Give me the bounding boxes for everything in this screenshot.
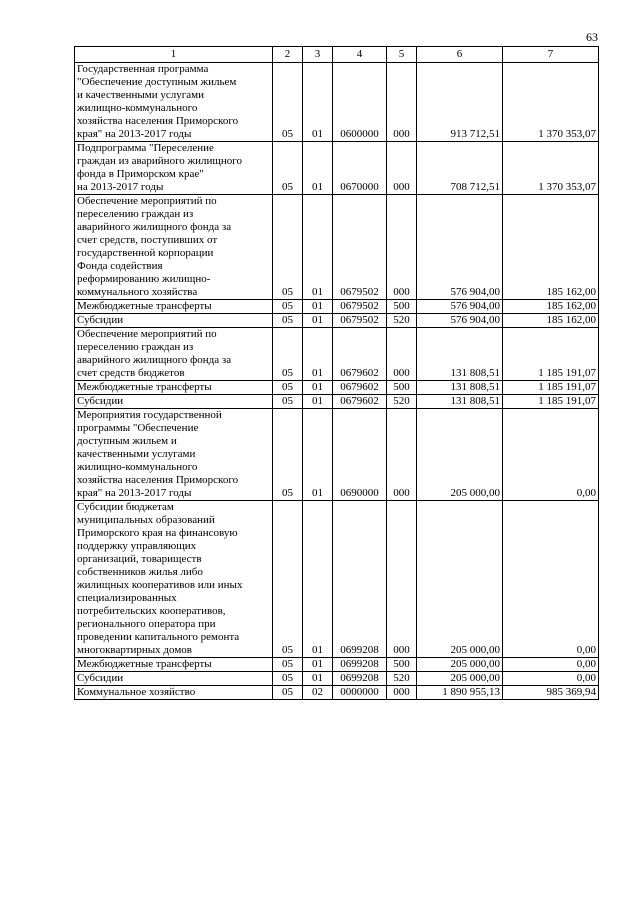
amount-col6: 205 000,00 [417,501,503,658]
section-code: 05 [273,63,303,142]
header-row [75,47,599,63]
amount-col6: 576 904,00 [417,314,503,328]
budget-table [74,46,599,700]
column-header: 3 [303,47,333,63]
table-row [75,686,599,700]
column-header: 2 [273,47,303,63]
amount-col7: 1 185 191,07 [503,395,599,409]
row-name: Обеспечение мероприятий по переселению граждан из аварийного жилищного фонда за счет средств бюджетов [75,328,273,381]
table-row [75,381,599,395]
expense-type-code: 520 [387,314,417,328]
amount-col6: 576 904,00 [417,195,503,300]
target-article-code: 0679602 [333,328,387,381]
table-row [75,395,599,409]
table-row [75,300,599,314]
page-number: 63 [586,30,598,44]
amount-col6: 205 000,00 [417,658,503,672]
subsection-code: 01 [303,300,333,314]
amount-col7: 985 369,94 [503,686,599,700]
column-header: 6 [417,47,503,63]
row-name: Субсидии [75,314,273,328]
amount-col7: 185 162,00 [503,300,599,314]
table-row [75,501,599,658]
table-row [75,658,599,672]
row-name: Подпрограмма "Переселение граждан из аварийного жилищного фонда в Приморском крае" на 2013-2017 годы [75,142,273,195]
row-name: Мероприятия государственной программы "Обеспечение доступным жильем и качественными услугами жилищно-коммунального хозяйства населения Приморского края" на 2013-2017 годы [75,409,273,501]
subsection-code: 01 [303,395,333,409]
section-code: 05 [273,381,303,395]
subsection-code: 01 [303,195,333,300]
target-article-code: 0679502 [333,195,387,300]
expense-type-code: 000 [387,63,417,142]
row-name: Субсидии [75,395,273,409]
section-code: 05 [273,395,303,409]
target-article-code: 0699208 [333,501,387,658]
row-name: Субсидии бюджетам муниципальных образований Приморского края на финансовую поддержку управляющих организаций, товариществ собственников жилья либо жилищных кооперативов или иных специализированных потребительских кооперативов, регионального оператора при проведении капитального ремонта многоквартирных домов [75,501,273,658]
section-code: 05 [273,409,303,501]
row-name: Государственная программа "Обеспечение доступным жильем и качественными услугами жилищно-коммунального хозяйства населения Приморского края" на 2013-2017 годы [75,63,273,142]
amount-col6: 1 890 955,13 [417,686,503,700]
row-name: Межбюджетные трансферты [75,300,273,314]
target-article-code: 0690000 [333,409,387,501]
amount-col7: 0,00 [503,672,599,686]
amount-col6: 913 712,51 [417,63,503,142]
row-name: Субсидии [75,672,273,686]
expense-type-code: 500 [387,658,417,672]
expense-type-code: 000 [387,686,417,700]
table-row [75,409,599,501]
table-row [75,142,599,195]
row-name: Коммунальное хозяйство [75,686,273,700]
amount-col7: 1 370 353,07 [503,142,599,195]
row-name: Межбюджетные трансферты [75,381,273,395]
subsection-code: 01 [303,142,333,195]
expense-type-code: 520 [387,395,417,409]
target-article-code: 0699208 [333,672,387,686]
table-row [75,314,599,328]
amount-col6: 131 808,51 [417,395,503,409]
column-header: 4 [333,47,387,63]
expense-type-code: 000 [387,501,417,658]
amount-col6: 576 904,00 [417,300,503,314]
row-name: Обеспечение мероприятий по переселению граждан из аварийного жилищного фонда за счет средств, поступивших от государственной корпорации Фонда содействия реформированию жилищно- коммунального хозяйства [75,195,273,300]
expense-type-code: 500 [387,381,417,395]
amount-col7: 185 162,00 [503,195,599,300]
expense-type-code: 500 [387,300,417,314]
amount-col7: 1 370 353,07 [503,63,599,142]
subsection-code: 01 [303,328,333,381]
subsection-code: 01 [303,381,333,395]
amount-col6: 205 000,00 [417,409,503,501]
expense-type-code: 000 [387,409,417,501]
expense-type-code: 000 [387,195,417,300]
subsection-code: 01 [303,314,333,328]
amount-col7: 1 185 191,07 [503,328,599,381]
amount-col7: 1 185 191,07 [503,381,599,395]
target-article-code: 0679502 [333,300,387,314]
target-article-code: 0000000 [333,686,387,700]
section-code: 05 [273,142,303,195]
column-header: 5 [387,47,417,63]
amount-col6: 131 808,51 [417,381,503,395]
target-article-code: 0679602 [333,381,387,395]
subsection-code: 02 [303,686,333,700]
section-code: 05 [273,501,303,658]
table-row [75,195,599,300]
expense-type-code: 520 [387,672,417,686]
subsection-code: 01 [303,63,333,142]
target-article-code: 0679602 [333,395,387,409]
amount-col6: 205 000,00 [417,672,503,686]
section-code: 05 [273,658,303,672]
subsection-code: 01 [303,658,333,672]
column-header: 1 [75,47,273,63]
expense-type-code: 000 [387,328,417,381]
table-row [75,63,599,142]
table-row [75,328,599,381]
amount-col6: 131 808,51 [417,328,503,381]
section-code: 05 [273,672,303,686]
subsection-code: 01 [303,672,333,686]
table-row [75,672,599,686]
subsection-code: 01 [303,409,333,501]
amount-col7: 0,00 [503,409,599,501]
amount-col6: 708 712,51 [417,142,503,195]
column-header: 7 [503,47,599,63]
section-code: 05 [273,314,303,328]
section-code: 05 [273,195,303,300]
target-article-code: 0600000 [333,63,387,142]
target-article-code: 0699208 [333,658,387,672]
amount-col7: 0,00 [503,501,599,658]
target-article-code: 0679502 [333,314,387,328]
section-code: 05 [273,328,303,381]
amount-col7: 185 162,00 [503,314,599,328]
amount-col7: 0,00 [503,658,599,672]
target-article-code: 0670000 [333,142,387,195]
row-name: Межбюджетные трансферты [75,658,273,672]
expense-type-code: 000 [387,142,417,195]
section-code: 05 [273,300,303,314]
section-code: 05 [273,686,303,700]
subsection-code: 01 [303,501,333,658]
